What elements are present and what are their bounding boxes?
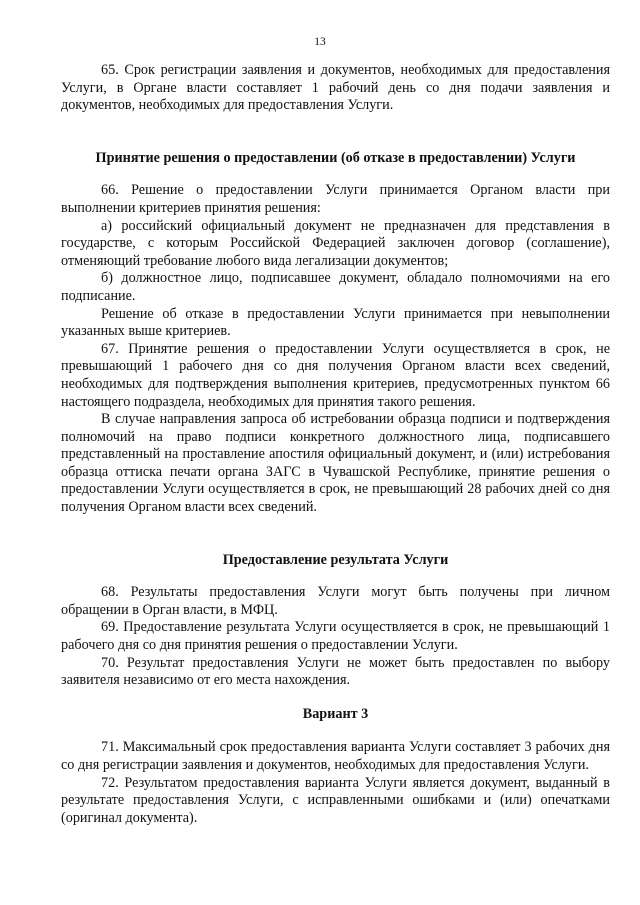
paragraph-66: 66. Решение о предоставлении Услуги принимается Органом власти при выполнении критериев принятия решения:	[61, 182, 610, 216]
page-number: 13	[314, 36, 326, 48]
paragraph-69: 69. Предоставление результата Услуги осуществляется в срок, не превышающий 1 рабочего дня со дня принятия решения о предоставлении Услуги.	[61, 619, 610, 654]
paragraph-65: 65. Срок регистрации заявления и документов, необходимых для предоставления Услуги, в Органе власти составляет 1 рабочий день со дня подачи заявления и документов, необходимых для предоставления Услуги.	[61, 62, 610, 114]
document-body	[61, 62, 610, 827]
paragraph-71: 71. Максимальный срок предоставления варианта Услуги составляет 3 рабочих дня со дня регистрации заявления и документов, необходимых для предоставления Услуги.	[61, 739, 610, 773]
paragraph-68: 68. Результаты предоставления Услуги могут быть получены при личном обращении в Орган власти, в МФЦ.	[61, 584, 610, 618]
paragraph-72: 72. Результатом предоставления варианта Услуги является документ, выданный в результате предоставления Услуги, с исправленными ошибками и (или) опечатками (оригинал документа).	[61, 774, 610, 826]
paragraph-67-request: В случае направления запроса об истребовании образца подписи и подтверждения полномочий на право подписи конкретного должностного лица, подписавшего представленный на проставление апостиля официальный документ, и (или) истребования образца оттиска печати органа ЗАГС в Чувашской Республике, принятие решения о предоставлении Услуги осуществляется в срок, не превышающий 28 рабочих дней со дня получения Органом власти всех сведений.	[61, 411, 610, 516]
paragraph-70: 70. Результат предоставления Услуги не может быть предоставлен по выбору заявителя независимо от его места нахождения.	[61, 654, 610, 689]
paragraph-66-refusal: Решение об отказе в предоставлении Услуги принимается при невыполнении указанных выше критериев.	[61, 305, 610, 340]
section-heading-result: Предоставление результата Услуги	[222, 551, 449, 568]
section-heading-variant-3: Вариант 3	[302, 705, 369, 722]
section-heading-decision: Принятие решения о предоставлении (об отказе в предоставлении) Услуги	[95, 149, 576, 166]
paragraph-67: 67. Принятие решения о предоставлении Услуги осуществляется в срок, не превышающий 1 рабочего дня со дня получения Органом власти всех сведений, необходимых для подтверждения выполнения критериев, предусмотренных пунктом 66 настоящего подраздела, необходимых для принятия такого решения.	[61, 340, 610, 410]
paragraph-66-a: а) российский официальный документ не предназначен для представления в государстве, с которым Российской Федерацией заключен договор (соглашение), отменяющий требование любого вида легализации документов;	[61, 217, 610, 269]
paragraph-66-b: б) должностное лицо, подписавшее документ, обладало полномочиями на его подписание.	[61, 270, 610, 304]
